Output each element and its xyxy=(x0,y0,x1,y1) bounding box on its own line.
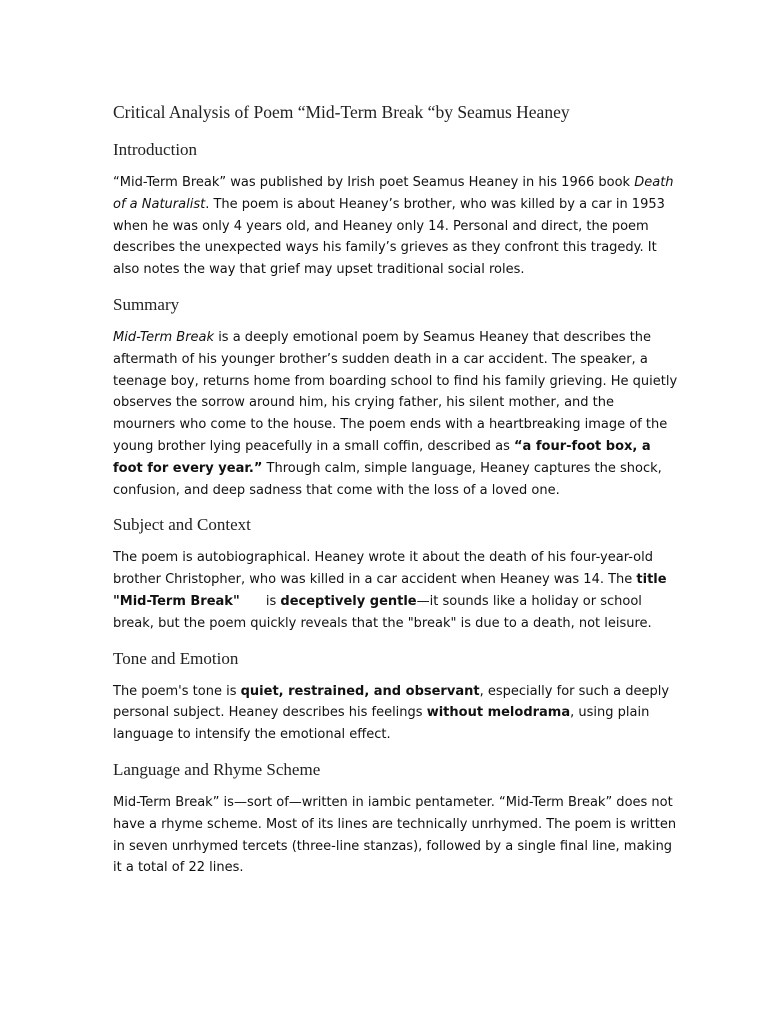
document-page xyxy=(113,92,679,885)
text-run: The poem's tone is xyxy=(113,683,241,699)
text-run: . The poem is about Heaney’s brother, who was killed by a car in 1953 when he was only 4 years old, and Heaney only 14. Personal and direct, the poem describes the unexpected ways his family’s grieves as they confront this tragedy. It also notes the way that grief may upset traditional social roles. xyxy=(113,196,665,278)
text-run: is xyxy=(261,593,281,609)
text-run: Through calm, simple language, Heaney captures the shock, confusion, and deep sadness that come with the loss of a loved one. xyxy=(113,460,662,498)
text-run: “Mid-Term Break” was published by Irish poet Seamus Heaney in his 1966 book xyxy=(113,175,635,190)
heading-summary: Summary xyxy=(113,294,180,314)
paragraph-summary xyxy=(113,327,679,501)
paragraph-tone-emotion xyxy=(113,681,679,746)
poem-quote: “a four-foot box, a foot for every year.” xyxy=(113,438,651,476)
heading-introduction: Introduction xyxy=(113,140,198,159)
bold-phrase: quiet, restrained, and observant xyxy=(240,683,480,699)
paragraph-introduction xyxy=(113,172,679,281)
bold-phrase: without melodrama xyxy=(426,705,571,721)
bold-title-phrase: title "Mid-Term Break" xyxy=(113,572,667,609)
text-run: , especially for such a deeply personal subject. Heaney describes his feelings xyxy=(113,683,670,721)
text-run: —it sounds like a holiday or school break, but the poem quickly reveals that the "break" is due to a death, not leisure. xyxy=(113,593,652,631)
document-title: Critical Analysis of Poem “Mid-Term Break “by Seamus Heaney xyxy=(113,102,570,122)
bold-phrase: deceptively gentle xyxy=(280,593,417,609)
heading-language-rhyme: Language and Rhyme Scheme xyxy=(113,759,321,779)
paragraph-subject-context xyxy=(113,547,679,634)
text-run: The poem is autobiographical. Heaney wrote it about the death of his four-year-old brother Christopher, who was killed in a car accident when Heaney was 14. The xyxy=(113,550,653,588)
text-run: , using plain language to intensify the emotional effect. xyxy=(113,705,650,743)
paragraph-language-rhyme: Mid-Term Break” is—sort of—written in iambic pentameter. “Mid-Term Break” does not have a rhyme scheme. Most of its lines are technically unrhymed. The poem is written in seven unrhymed tercets (three-line stanzas), followed by a single final line, making it a total of 22 lines. xyxy=(113,794,677,876)
heading-subject-context: Subject and Context xyxy=(113,515,251,535)
book-title: Death of a Naturalist xyxy=(113,175,674,212)
poem-title: Mid-Term Break xyxy=(113,329,215,345)
text-run: is a deeply emotional poem by Seamus Heaney that describes the aftermath of his younger brother’s sudden death in a car accident. The speaker, a teenage boy, returns home from boarding school to find his family grieving. He quietly observes the sorrow around him, his crying father, his silent mother, and the mourners who come to the house. The poem ends with a heartbreaking image of the young brother lying peacefully in a small coffin, described as xyxy=(113,329,678,454)
heading-tone-emotion: Tone and Emotion xyxy=(113,648,239,668)
